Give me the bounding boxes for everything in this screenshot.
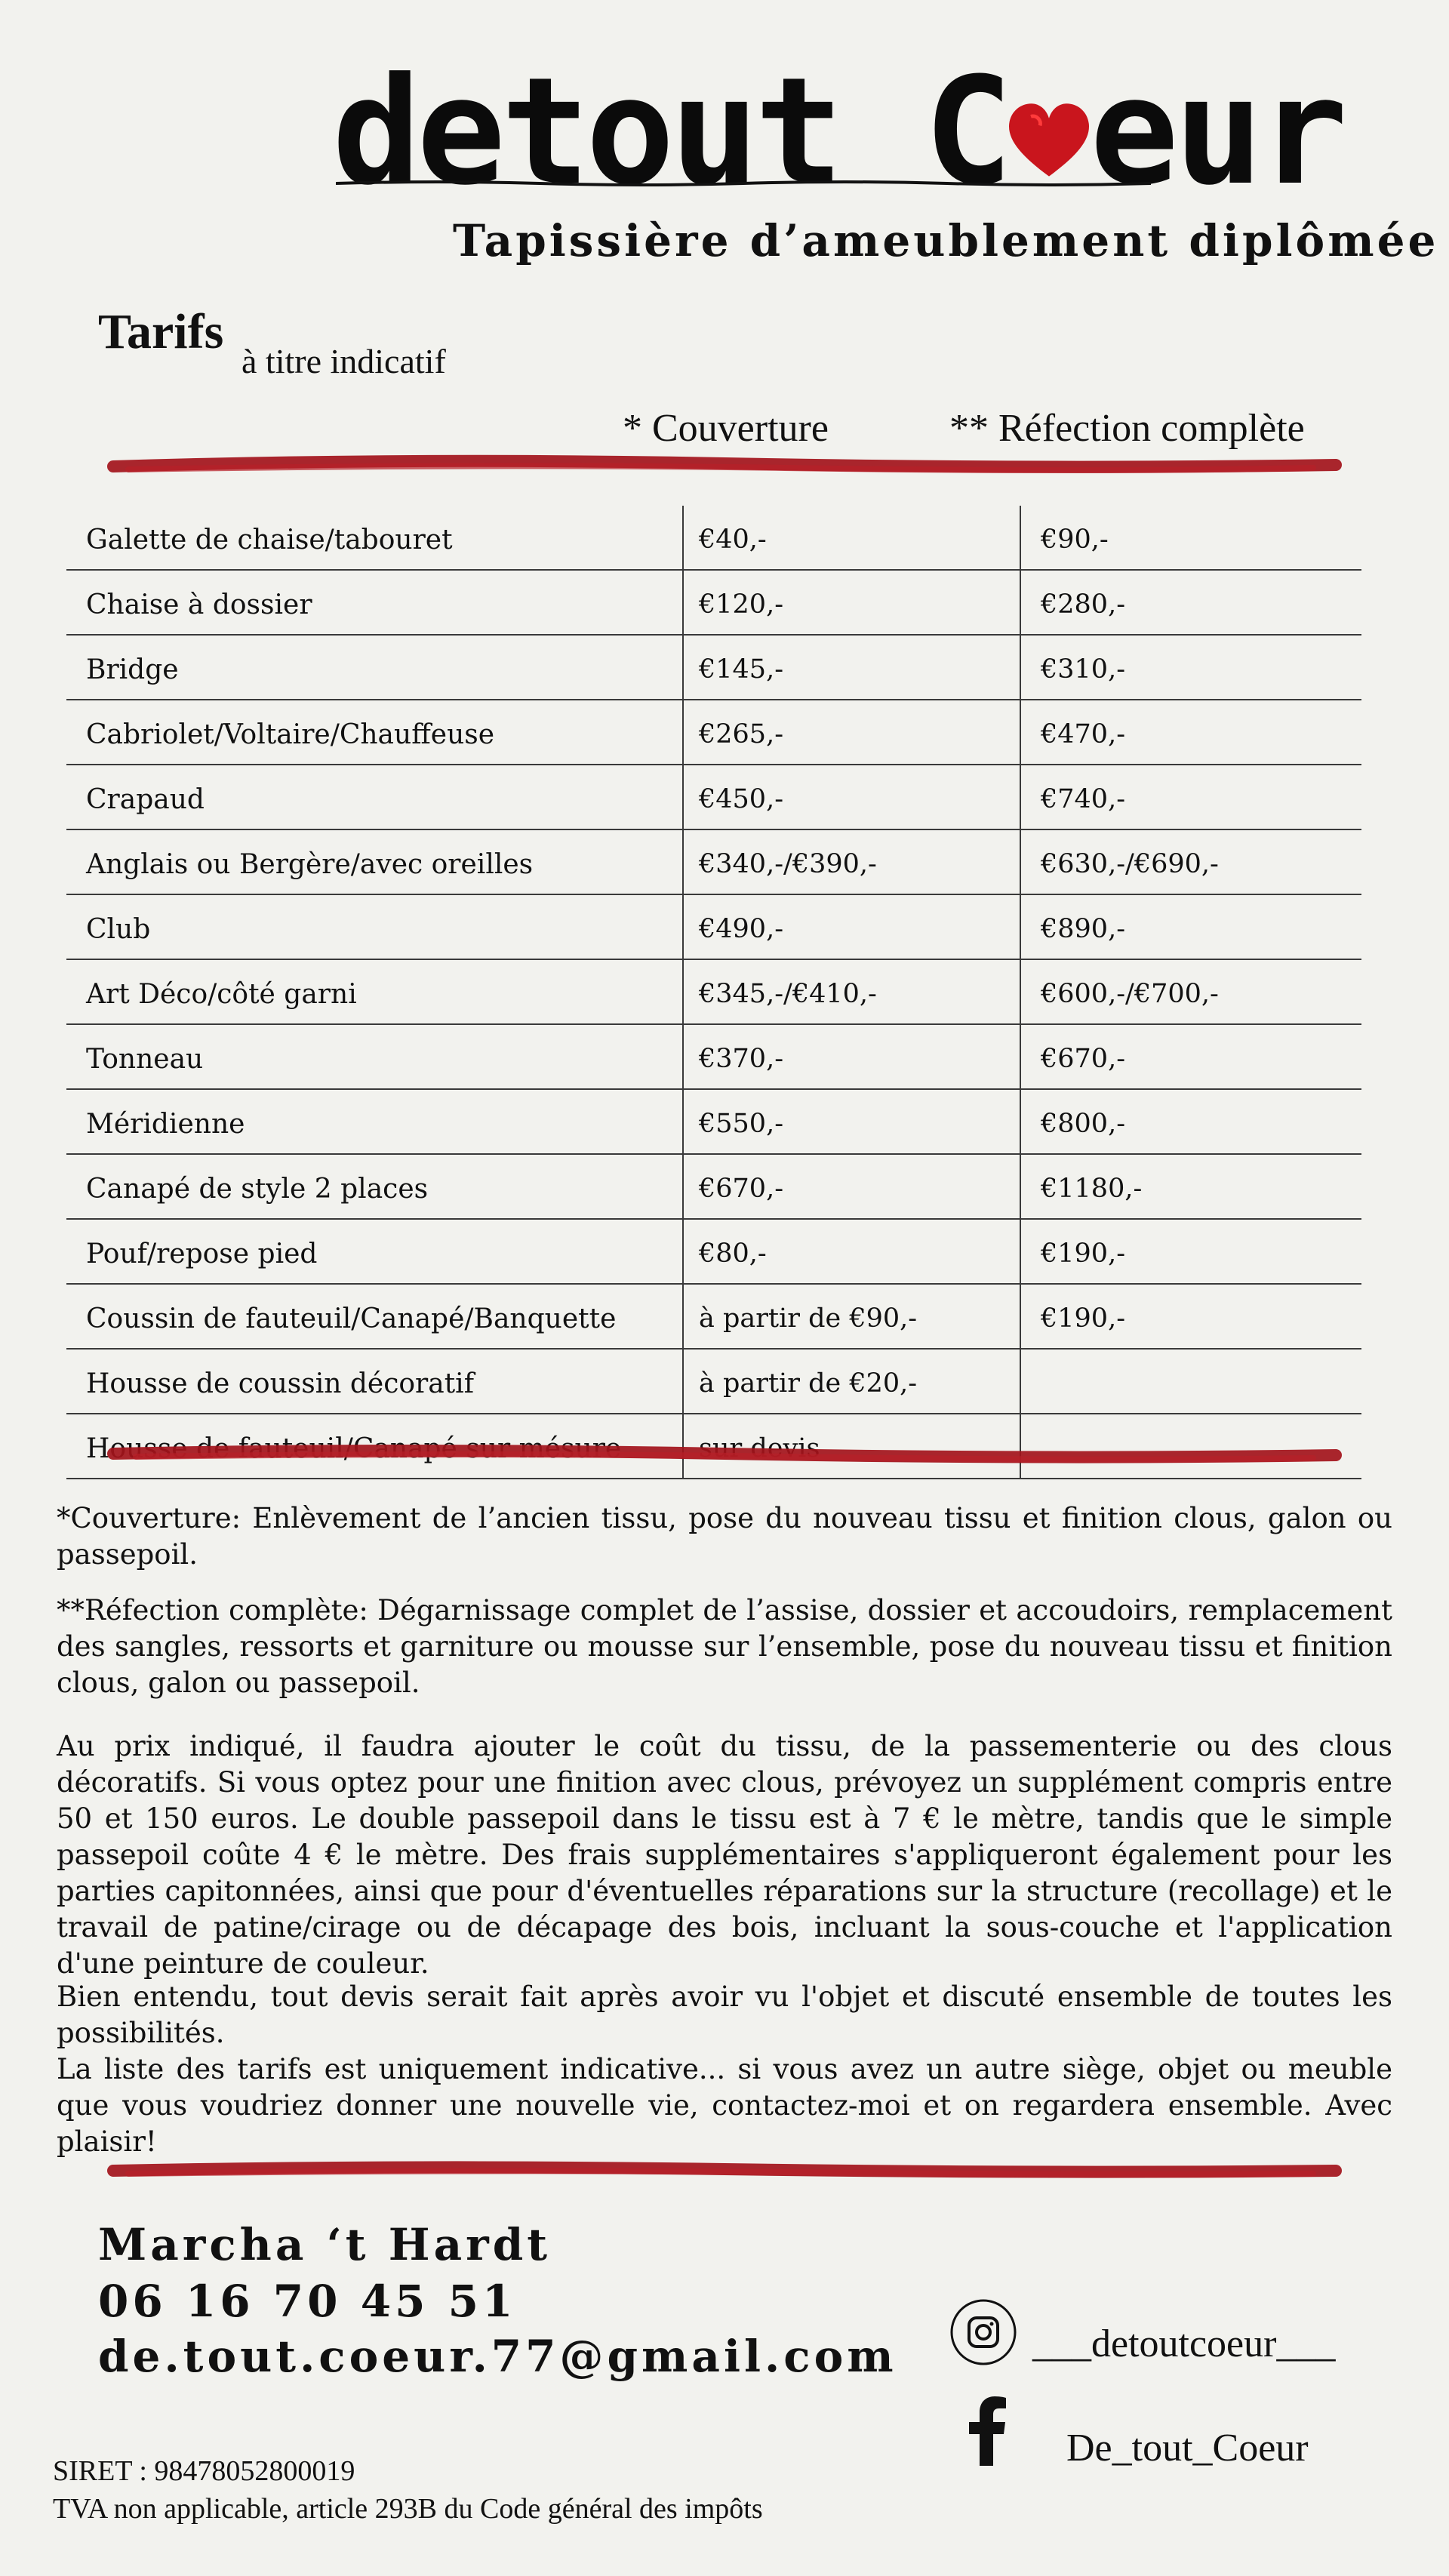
heart-icon xyxy=(1004,97,1094,187)
item-name: Galette de chaise/tabouret xyxy=(66,506,683,570)
section-subtitle: à titre indicatif xyxy=(242,342,446,380)
item-name: Canapé de style 2 places xyxy=(66,1154,683,1219)
instagram-handle[interactable]: ___detoutcoeur___ xyxy=(1032,2322,1336,2365)
price-couverture: €370,- xyxy=(683,1024,1020,1089)
price-couverture: €265,- xyxy=(683,700,1020,765)
contact-phone[interactable]: 06 16 70 45 51 xyxy=(98,2276,517,2327)
table-row xyxy=(66,894,1361,959)
price-refection: €630,-/€690,- xyxy=(1020,829,1361,894)
item-name: Cabriolet/Voltaire/Chauffeuse xyxy=(66,700,683,765)
price-couverture: €550,- xyxy=(683,1089,1020,1154)
item-name: Méridienne xyxy=(66,1089,683,1154)
table-row xyxy=(66,1024,1361,1089)
item-name: Bridge xyxy=(66,635,683,700)
item-name: Housse de coussin décoratif xyxy=(66,1349,683,1414)
price-refection: €190,- xyxy=(1020,1219,1361,1284)
price-refection: €1180,- xyxy=(1020,1154,1361,1219)
logo-text-end: eur xyxy=(1090,46,1344,218)
table-row xyxy=(66,1154,1361,1219)
table-row xyxy=(66,1089,1361,1154)
item-name: Pouf/repose pied xyxy=(66,1219,683,1284)
price-refection: €470,- xyxy=(1020,700,1361,765)
item-name: Coussin de fauteuil/Canapé/Banquette xyxy=(66,1284,683,1349)
column-header-refection: ** Réfection complète xyxy=(949,407,1305,450)
table-row xyxy=(66,1219,1361,1284)
price-couverture: €120,- xyxy=(683,570,1020,635)
price-refection: €600,-/€700,- xyxy=(1020,959,1361,1024)
table-row xyxy=(66,635,1361,700)
table-row xyxy=(66,570,1361,635)
table-row xyxy=(66,1284,1361,1349)
contact-email[interactable]: de.tout.coeur.77@gmail.com xyxy=(98,2331,897,2382)
price-couverture: €40,- xyxy=(683,506,1020,570)
item-name: Housse de fauteuil/Canapé sur mésure xyxy=(66,1414,683,1479)
price-couverture: sur devis xyxy=(683,1414,1020,1479)
red-brush-divider xyxy=(106,1442,1343,1467)
item-name: Tonneau xyxy=(66,1024,683,1089)
contact-name: Marcha ‘t Hardt xyxy=(98,2219,552,2270)
price-refection: €90,- xyxy=(1020,506,1361,570)
red-brush-divider xyxy=(106,453,1343,479)
price-refection: €670,- xyxy=(1020,1024,1361,1089)
item-name: Crapaud xyxy=(66,765,683,829)
red-brush-divider xyxy=(106,2157,1343,2183)
price-couverture: €490,- xyxy=(683,894,1020,959)
note-devis: Bien entendu, tout devis serait fait après avoir vu l'objet et discuté ensemble de toutes les possibilités. xyxy=(57,1980,1392,2049)
logo-underline xyxy=(336,180,1151,187)
note-couverture: *Couverture: Enlèvement de l’ancien tissu, pose du nouveau tissu et finition clous, galon ou passepoil. xyxy=(57,1502,1392,1571)
tagline: Tapissière d’ameublement diplômée xyxy=(453,215,1439,266)
price-refection: €280,- xyxy=(1020,570,1361,635)
price-refection: €800,- xyxy=(1020,1089,1361,1154)
table-row xyxy=(66,700,1361,765)
section-title: Tarifs xyxy=(98,304,224,359)
brand-logo xyxy=(332,45,1344,219)
table-row xyxy=(66,1349,1361,1414)
logo-text-start: detout C xyxy=(332,46,1009,218)
note-prix: Au prix indiqué, il faudra ajouter le coût du tissu, de la passementerie ou des clous décoratifs. Si vous optez pour une finition avec clous, prévoyez un supplément compris entre 50 et 150 euros. Le double passepoil dans le tissu est à 7 € le mètre, tandis que le simple passepoil coûte 4 € le mètre. Des frais supplémentaires s'appliqueront également pour les parties capitonnées, ainsi que pour d'éventuelles réparations sur la structure (recollage) et le travail de patine/cirage ou de décapage des bois, incluant la sous-couche et l'application d'une peinture de couleur. xyxy=(57,1730,1392,1980)
note-liste: La liste des tarifs est uniquement indicative... si vous avez un autre siège, objet ou meuble que vous voudriez donner une nouvelle vie, contactez-moi et on regardera ensemble. Avec plaisir! xyxy=(57,2053,1392,2158)
price-couverture: €340,-/€390,- xyxy=(683,829,1020,894)
price-refection: €740,- xyxy=(1020,765,1361,829)
price-couverture: €670,- xyxy=(683,1154,1020,1219)
legal-tva: TVA non applicable, article 293B du Code général des impôts xyxy=(53,2493,763,2525)
price-refection: €310,- xyxy=(1020,635,1361,700)
column-header-couverture: * Couverture xyxy=(623,407,829,450)
item-name: Chaise à dossier xyxy=(66,570,683,635)
item-name: Art Déco/côté garni xyxy=(66,959,683,1024)
instagram-icon[interactable] xyxy=(949,2298,1017,2366)
table-row xyxy=(66,959,1361,1024)
facebook-handle[interactable]: De_tout_Coeur xyxy=(1066,2427,1309,2470)
facebook-icon[interactable] xyxy=(964,2396,1010,2466)
item-name: Anglais ou Bergère/avec oreilles xyxy=(66,829,683,894)
price-refection xyxy=(1020,1349,1361,1414)
price-couverture: à partir de €20,- xyxy=(683,1349,1020,1414)
table-row xyxy=(66,506,1361,570)
price-refection: €890,- xyxy=(1020,894,1361,959)
table-row xyxy=(66,765,1361,829)
item-name: Club xyxy=(66,894,683,959)
table-row xyxy=(66,829,1361,894)
note-refection: **Réfection complète: Dégarnissage complet de l’assise, dossier et accoudoirs, remplacement des sangles, ressorts et garniture ou mousse sur l’ensemble, pose du nouveau tissu et finition clous, galon ou passepoil. xyxy=(57,1594,1392,1699)
price-couverture: €80,- xyxy=(683,1219,1020,1284)
price-couverture: €345,-/€410,- xyxy=(683,959,1020,1024)
legal-siret: SIRET : 98478052800019 xyxy=(53,2455,355,2487)
price-couverture: €145,- xyxy=(683,635,1020,700)
price-couverture: €450,- xyxy=(683,765,1020,829)
price-table xyxy=(66,506,1361,1479)
price-refection: €190,- xyxy=(1020,1284,1361,1349)
price-couverture: à partir de €90,- xyxy=(683,1284,1020,1349)
